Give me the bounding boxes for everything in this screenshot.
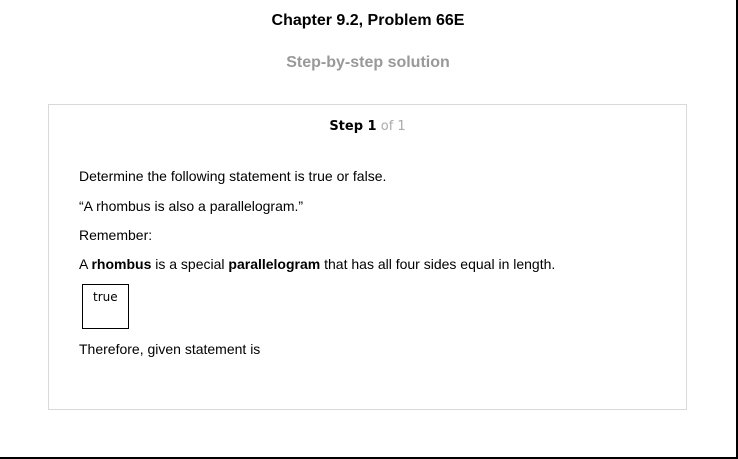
definition-text bbox=[79, 255, 555, 273]
solution-subtitle: Step-by-step solution bbox=[286, 54, 450, 71]
term-parallelogram: parallelogram bbox=[228, 256, 321, 272]
definition-prefix: A bbox=[79, 256, 92, 272]
page-title: Chapter 9.2, Problem 66E bbox=[271, 12, 465, 29]
definition-mid: is a special bbox=[151, 256, 229, 272]
step-label: Step 1 bbox=[329, 119, 377, 134]
problem-quote: “A rhombus is also a parallelogram.” bbox=[79, 198, 304, 214]
step-card bbox=[48, 104, 687, 410]
definition-suffix: that has all four sides equal in length. bbox=[320, 256, 556, 272]
answer-value: true bbox=[93, 290, 118, 304]
answer-box bbox=[82, 284, 129, 329]
remember-label: Remember: bbox=[79, 227, 153, 243]
step-count: of 1 bbox=[380, 119, 406, 134]
step-header bbox=[49, 119, 686, 135]
term-rhombus: rhombus bbox=[91, 256, 152, 272]
problem-statement: Determine the following statement is true or false. bbox=[79, 168, 387, 184]
conclusion-text: Therefore, given statement is bbox=[79, 341, 261, 357]
